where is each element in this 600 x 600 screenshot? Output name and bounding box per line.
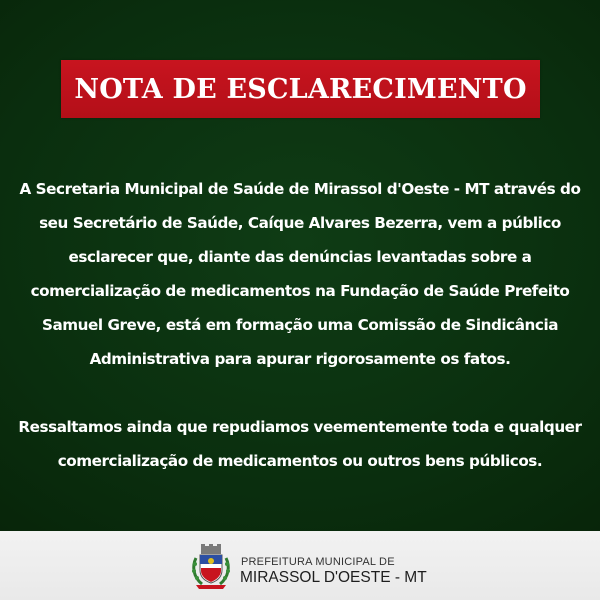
footer-municipality-label: PREFEITURA MUNICIPAL DE — [241, 556, 395, 568]
paragraph-spacer — [0, 376, 600, 410]
title-banner — [61, 60, 540, 118]
municipal-coat-of-arms-icon — [190, 544, 232, 590]
paragraph-1-line-3: esclarecer que, diante das denúncias levantadas sobre a — [68, 248, 532, 266]
paragraph-1-line-4: comercialização de medicamentos na Fundação de Saúde Prefeito — [30, 282, 570, 300]
page-title: NOTA DE ESCLARECIMENTO — [74, 73, 527, 105]
paragraph-1-line-1: A Secretaria Municipal de Saúde de Mirassol d'Oeste - MT através do — [19, 180, 581, 198]
paragraph-1-line-6: Administrativa para apurar rigorosamente os fatos. — [89, 350, 511, 368]
paragraph-1-line-5: Samuel Greve, está em formação uma Comissão de Sindicância — [41, 316, 558, 334]
paragraph-2-line-1: Ressaltamos ainda que repudiamos veementemente toda e qualquer — [18, 418, 582, 436]
paragraph-2-line-2: comercialização de medicamentos ou outros bens públicos. — [57, 452, 543, 470]
announcement-body — [0, 172, 600, 478]
footer-city-name: MIRASSOL D'OESTE - MT — [240, 569, 427, 586]
paragraph-1-line-2: seu Secretário de Saúde, Caíque Alvares Bezerra, vem a público — [39, 214, 561, 232]
